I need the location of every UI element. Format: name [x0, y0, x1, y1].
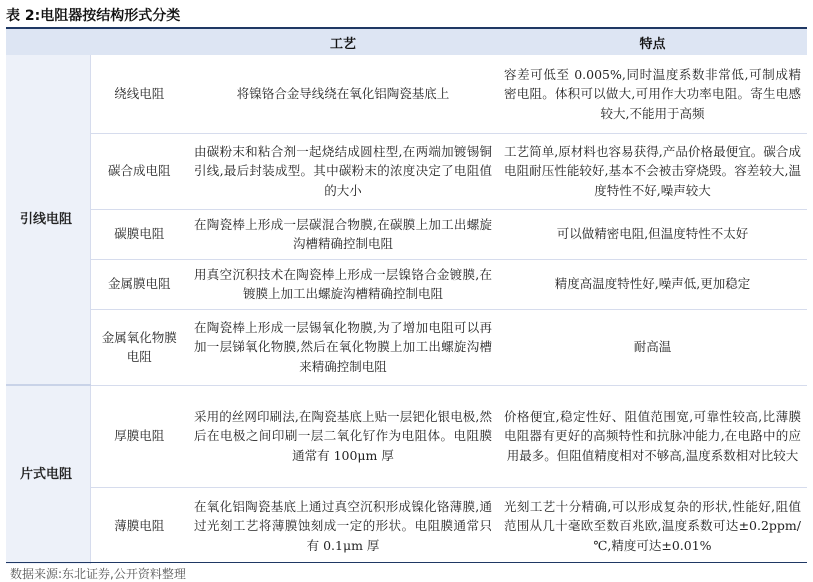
resistor-name-cell: 绕线电阻 — [90, 55, 188, 133]
process-cell: 将镍铬合金导线绕在氧化铝陶瓷基底上 — [236, 86, 450, 101]
features-cell: 工艺简单,原材料也容易获得,产品价格最便宜。碳合成电阻耐压性能较好,基本不会被击穿烧毁。容差较大,温度特性不好,噪声较大 — [498, 133, 807, 209]
table-row — [6, 309, 807, 385]
category-cell: 引线电阻 — [6, 55, 90, 385]
process-cell: 采用的丝网印刷法,在陶瓷基底上贴一层钯化银电极,然后在电极之间印刷一层二氧化钌作为电阻体。电阻膜通常有 100μm 厚 — [188, 385, 498, 487]
process-cell: 用真空沉积技术在陶瓷棒上形成一层镍铬合金镀膜,在镀膜上加工出螺旋沟槽精确控制电阻 — [188, 259, 498, 309]
resistor-name-cell: 金属氧化物膜电阻 — [90, 309, 188, 385]
table-row — [6, 385, 807, 487]
table-row — [6, 133, 807, 209]
process-cell: 在氧化铝陶瓷基底上通过真空沉积形成镍化铬薄膜,通过光刻工艺将薄膜蚀刻成一定的形状。电阻膜通常只有 0.1μm 厚 — [188, 487, 498, 564]
features-cell: 容差可低至 0.005%,同时温度系数非常低,可制成精密电阻。体积可以做大,可用作大功率电阻。寄生电感较大,不能用于高频 — [504, 66, 801, 121]
features-cell: 耐高温 — [498, 309, 807, 385]
header-process: 工艺 — [188, 29, 498, 55]
resistor-name-cell: 厚膜电阻 — [90, 385, 188, 487]
table-row — [6, 259, 807, 309]
features-cell: 精度高温度特性好,噪声低,更加稳定 — [498, 259, 807, 309]
resistor-name-cell: 碳合成电阻 — [90, 133, 188, 209]
resistor-name-cell: 金属膜电阻 — [90, 259, 188, 309]
header-name — [90, 29, 188, 55]
table-row — [6, 55, 807, 133]
features-cell: 可以做精密电阻,但温度特性不太好 — [498, 209, 807, 259]
table-row — [6, 487, 807, 564]
table-row — [6, 209, 807, 259]
header-category — [6, 29, 90, 55]
table-header-row — [6, 29, 807, 55]
header-features: 特点 — [498, 29, 807, 55]
process-cell: 由碳粉末和粘合剂一起烧结成圆柱型,在两端加镀锡铜引线,最后封装成型。其中碳粉末的浓度决定了电阻值的大小 — [188, 133, 498, 209]
features-cell: 光刻工艺十分精确,可以形成复杂的形状,性能好,阻值范围从几十毫欧至数百兆欧,温度系数可达±0.2ppm/℃,精度可达±0.01% — [498, 487, 807, 564]
resistor-classification-table — [6, 29, 807, 564]
process-cell: 在陶瓷棒上形成一层锡氧化物膜,为了增加电阻可以再加一层锑氧化物膜,然后在氧化物膜上加工出螺旋沟槽来精确控制电阻 — [188, 309, 498, 385]
category-cell: 片式电阻 — [6, 385, 90, 564]
table-bottom-rule — [6, 562, 807, 563]
resistor-name-cell: 薄膜电阻 — [90, 487, 188, 564]
data-source-note: 数据来源:东北证券,公开资料整理 — [10, 567, 186, 581]
table-caption: 表 2:电阻器按结构形式分类 — [6, 8, 181, 24]
resistor-name-cell: 碳膜电阻 — [90, 209, 188, 259]
features-cell: 价格便宜,稳定性好、阻值范围宽,可靠性较高,比薄膜电阻器有更好的高频特性和抗脉冲能力,在电路中的应用最多。但阻值精度相对不够高,温度系数相对比较大 — [498, 385, 807, 487]
process-cell: 在陶瓷棒上形成一层碳混合物膜,在碳膜上加工出螺旋沟槽精确控制电阻 — [188, 209, 498, 259]
